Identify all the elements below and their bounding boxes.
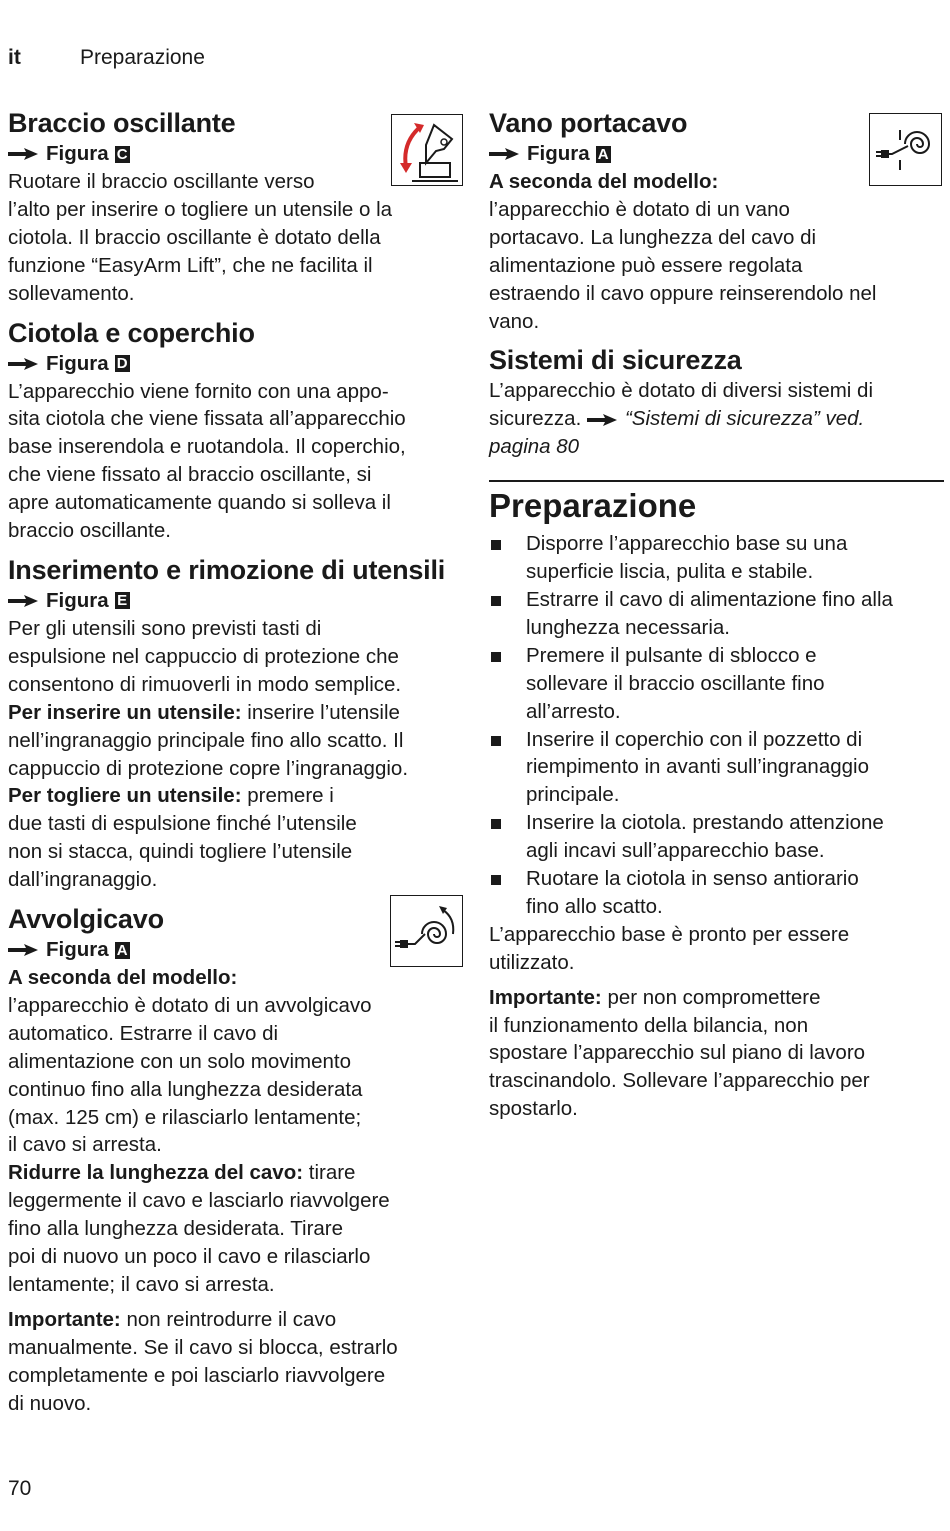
text-line: (max. 125 cm) e rilasciarlo lentamente;: [8, 1105, 362, 1129]
bullet-square-icon: [491, 540, 501, 550]
text-line: leggermente il cavo e lasciarlo riavvolgere: [8, 1189, 390, 1213]
text-line: tirare: [303, 1161, 356, 1185]
figure-letter: D: [115, 355, 130, 372]
mixer-arm-lift-icon: [391, 114, 463, 186]
text-line: ciotola. Il braccio oscillante è dotato della: [8, 225, 381, 249]
bullet-square-icon: [491, 875, 501, 885]
text-line: l’apparecchio è dotato di un avvolgicavo: [8, 993, 372, 1017]
text-line: completamente e poi lasciarlo riavvolgere: [8, 1363, 386, 1387]
text-line: funzione “EasyArm Lift”, che ne facilita il: [8, 253, 373, 277]
text-line: principale.: [526, 783, 620, 807]
list-item: [489, 530, 944, 586]
list-item: [489, 809, 944, 865]
text-line: il cavo si arresta.: [8, 1133, 162, 1157]
figure-reference: [8, 587, 463, 615]
text-line: inserire l’utensile: [241, 700, 400, 724]
right-arrow-icon: [8, 943, 38, 957]
text-line: per non compromettere: [601, 985, 821, 1009]
figure-label: Figura: [46, 938, 109, 962]
figure-letter: A: [596, 146, 611, 163]
text-line: base inserendola e ruotandola. Il coperchio,: [8, 435, 406, 459]
text-line: sicurezza.: [489, 407, 587, 431]
text-line: premere i: [241, 784, 334, 808]
section-title: Avvolgicavo: [8, 904, 164, 935]
text-line: dall’ingranaggio.: [8, 868, 158, 892]
text-line: sita ciotola che viene fissata all’apparecchio: [8, 407, 406, 431]
paragraph: [8, 964, 463, 1299]
text-line: lentamente; il cavo si arresta.: [8, 1273, 275, 1296]
insert-label: Per inserire un utensile:: [8, 700, 242, 724]
section-avvolgicavo: [8, 902, 463, 1418]
header-section: Preparazione: [80, 46, 205, 69]
text-line: continuo fino alla lunghezza desiderata: [8, 1077, 363, 1101]
text-line: espulsione nel cappuccio di protezione che: [8, 644, 399, 668]
list-item: [489, 586, 944, 642]
text-line: sollevare il braccio oscillante fino: [526, 671, 825, 695]
section-title: Ciotola e coperchio: [8, 317, 255, 348]
text-line: Ruotare il braccio oscillante verso: [8, 170, 315, 193]
figure-label: Figura: [46, 588, 109, 612]
language-code: it: [8, 46, 21, 69]
text-line: Disporre l’apparecchio base su una: [526, 532, 848, 556]
bullet-square-icon: [491, 596, 501, 606]
figure-label: Figura: [527, 142, 590, 165]
text-line: poi di nuovo un poco il cavo e rilasciarlo: [8, 1245, 371, 1269]
text-line: Ruotare la ciotola in senso antiorario: [526, 867, 859, 891]
cord-rewind-icon: [390, 895, 463, 967]
bullet-square-icon: [491, 652, 501, 662]
important-paragraph: [489, 984, 944, 1124]
text-line: vano.: [489, 309, 540, 333]
section-ciotola-coperchio: [8, 316, 463, 545]
text-line: Estrarre il cavo di alimentazione fino alla: [526, 587, 893, 611]
paragraph: [8, 168, 463, 308]
paragraph: [8, 378, 463, 545]
text-line: fino allo scatto.: [526, 894, 663, 918]
chapter-title: Preparazione: [489, 487, 697, 525]
list-item: [489, 865, 944, 921]
text-line: sollevamento.: [8, 281, 135, 305]
section-title: Inserimento e rimozione di utensili: [8, 554, 446, 585]
text-line: lunghezza necessaria.: [526, 615, 730, 639]
section-inserimento-utensili: [8, 553, 463, 894]
text-line: Premere il pulsante di sblocco e: [526, 643, 817, 667]
right-arrow-icon: [8, 147, 38, 161]
figure-letter: E: [115, 592, 130, 609]
text-line: L’apparecchio è dotato di diversi sistemi di: [489, 379, 874, 403]
text-line: l’alto per inserire o togliere un utensile o la: [8, 197, 393, 221]
text-line: l’apparecchio è dotato di un vano: [489, 197, 790, 221]
text-line: manualmente. Se il cavo si blocca, estrarlo: [8, 1335, 398, 1359]
text-line: non si stacca, quindi togliere l’utensile: [8, 840, 353, 864]
section-title: Braccio oscillante: [8, 108, 236, 138]
text-line: trascinandolo. Sollevare l’apparecchio per: [489, 1069, 870, 1093]
closing-paragraph: [489, 921, 944, 977]
text-line: Inserire la ciotola. prestando attenzione: [526, 811, 884, 835]
text-line: di nuovo.: [8, 1391, 92, 1415]
text-line: L’apparecchio base è pronto per essere: [489, 922, 850, 946]
text-line: spostare l’apparecchio sul piano di lavoro: [489, 1041, 866, 1065]
text-line: L’apparecchio viene fornito con una appo-: [8, 379, 389, 403]
section-sistemi-sicurezza: [489, 343, 944, 461]
reduce-label: Ridurre la lunghezza del cavo:: [8, 1161, 304, 1185]
steps-list: [489, 530, 944, 921]
bullet-square-icon: [491, 819, 501, 829]
text-line: estraendo il cavo oppure reinserendolo nel: [489, 281, 877, 305]
section-vano-portacavo: [489, 106, 944, 335]
text-line: fino alla lunghezza desiderata. Tirare: [8, 1217, 344, 1241]
text-line: automatico. Estrarre il cavo di: [8, 1021, 279, 1045]
figure-reference: [8, 350, 463, 378]
text-line: cappuccio di protezione copre l’ingranaggio.: [8, 756, 409, 780]
cross-reference-link[interactable]: “Sistemi di sicurezza” ved.: [624, 407, 865, 431]
important-label: Importante:: [8, 1307, 121, 1331]
right-arrow-icon: [587, 413, 617, 427]
figure-label: Figura: [46, 351, 109, 375]
right-arrow-icon: [8, 594, 38, 608]
section-preparazione: [489, 486, 944, 1123]
bullet-square-icon: [491, 736, 501, 746]
text-line: il funzionamento della bilancia, non: [489, 1013, 809, 1037]
page-reference[interactable]: pagina 80: [489, 435, 580, 459]
text-line: Inserire il coperchio con il pozzetto di: [526, 727, 863, 751]
important-label: Importante:: [489, 985, 602, 1009]
text-line: non reintrodurre il cavo: [120, 1307, 337, 1331]
right-arrow-icon: [8, 357, 38, 371]
left-column: [8, 106, 463, 1418]
text-line: alimentazione con un solo movimento: [8, 1049, 351, 1073]
section-braccio-oscillante: [8, 106, 463, 308]
model-note: A seconda del modello:: [489, 170, 719, 193]
text-line: superficie liscia, pulita e stabile.: [526, 560, 814, 584]
section-divider: [489, 480, 944, 482]
model-note: A seconda del modello:: [8, 966, 238, 990]
page-number: 70: [8, 1477, 32, 1500]
right-column: [489, 106, 944, 1123]
text-line: apre automaticamente quando si solleva il: [8, 491, 391, 515]
list-item: [489, 642, 944, 726]
text-line: nell’ingranaggio principale fino allo scatto. Il: [8, 728, 404, 752]
section-title: Vano portacavo: [489, 108, 688, 138]
figure-letter: A: [115, 942, 130, 959]
important-paragraph: [8, 1306, 463, 1418]
paragraph: [8, 615, 463, 894]
paragraph: [489, 168, 944, 335]
text-line: spostarlo.: [489, 1097, 578, 1121]
text-line: utilizzato.: [489, 950, 575, 974]
text-line: riempimento in avanti sull’ingranaggio: [526, 755, 869, 779]
section-title: Sistemi di sicurezza: [489, 345, 742, 376]
figure-label: Figura: [46, 142, 109, 165]
page-header: [8, 46, 205, 70]
text-line: Per gli utensili sono previsti tasti di: [8, 616, 322, 640]
text-line: alimentazione può essere regolata: [489, 253, 803, 277]
text-line: agli incavi sull’apparecchio base.: [526, 839, 825, 863]
text-line: che viene fissato al braccio oscillante, si: [8, 463, 372, 487]
figure-letter: C: [115, 146, 130, 163]
text-line: braccio oscillante.: [8, 519, 171, 543]
text-line: consentono di rimuoverli in modo semplice.: [8, 672, 402, 696]
text-line: all’arresto.: [526, 699, 621, 723]
remove-label: Per togliere un utensile:: [8, 784, 242, 808]
right-arrow-icon: [489, 147, 519, 161]
text-line: portacavo. La lunghezza del cavo di: [489, 225, 817, 249]
cord-storage-icon: [869, 113, 942, 186]
list-item: [489, 726, 944, 810]
text-line: due tasti di espulsione finché l’utensile: [8, 812, 357, 836]
paragraph: [489, 377, 944, 461]
